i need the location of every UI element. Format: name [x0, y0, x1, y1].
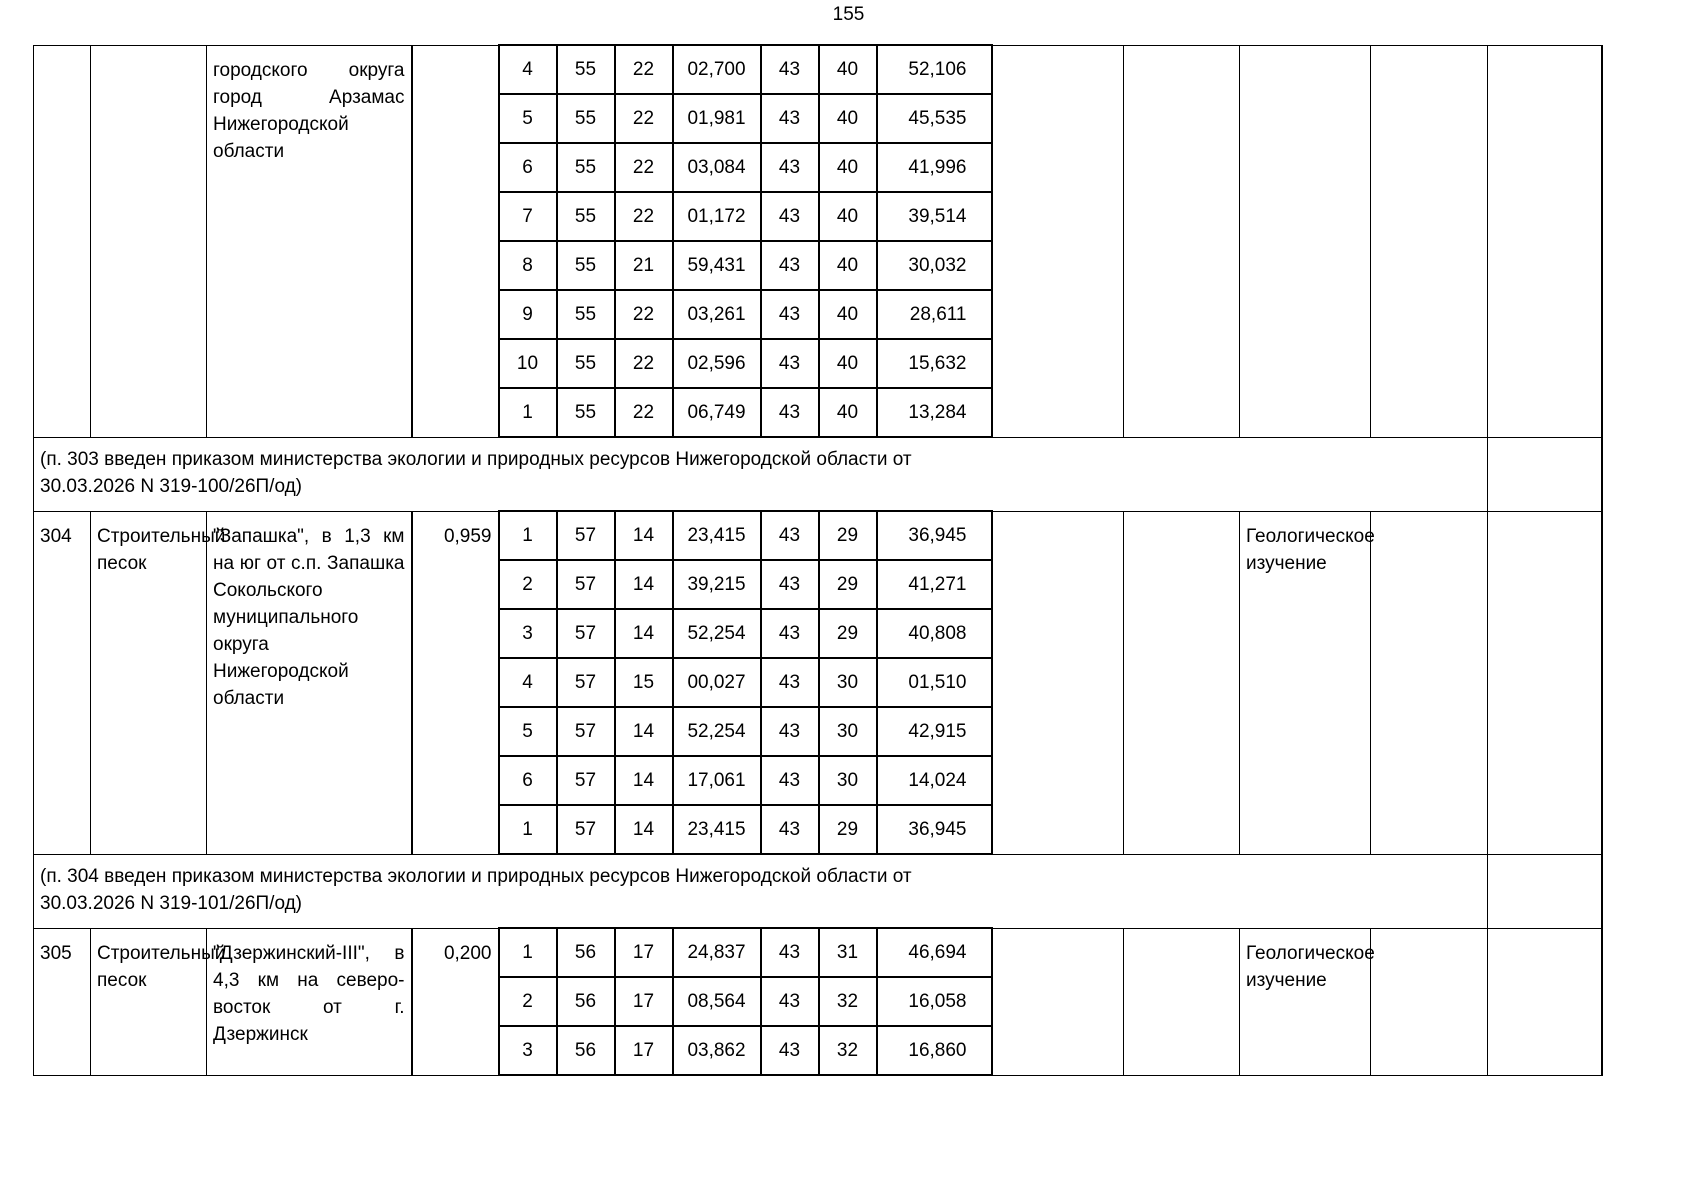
coordinate-value: 29 — [819, 609, 877, 658]
coordinate-value: 43 — [761, 143, 819, 192]
amendment-note-cell — [34, 437, 1488, 511]
coordinate-value: 17 — [615, 1026, 673, 1075]
coordinate-value: 39,215 — [673, 560, 761, 609]
coordinate-value: 02,596 — [673, 339, 761, 388]
coordinate-value: 10 — [499, 339, 557, 388]
page-number: 155 — [832, 4, 865, 25]
coordinate-value: 22 — [615, 45, 673, 94]
coordinate-value: 57 — [557, 707, 615, 756]
coordinate-value: 17 — [615, 977, 673, 1026]
empty-cell — [1488, 854, 1602, 928]
coordinate-value: 52,254 — [673, 707, 761, 756]
coordinate-value: 01,510 — [877, 658, 992, 707]
entry-number — [34, 45, 91, 437]
empty-cell — [1488, 45, 1602, 437]
coordinate-value: 57 — [557, 658, 615, 707]
coordinate-value: 14 — [615, 609, 673, 658]
coordinate-value: 06,749 — [673, 388, 761, 437]
coordinate-value: 57 — [557, 560, 615, 609]
coordinate-value: 14 — [615, 511, 673, 560]
coordinate-value: 43 — [761, 339, 819, 388]
empty-cell — [1488, 928, 1602, 1075]
entry-number: 304 — [34, 511, 91, 854]
coordinate-value: 30 — [819, 707, 877, 756]
coordinate-value: 40 — [819, 192, 877, 241]
coordinate-value: 1 — [499, 805, 557, 854]
coordinate-value: 36,945 — [877, 511, 992, 560]
coordinate-value: 40 — [819, 339, 877, 388]
coordinate-value: 2 — [499, 560, 557, 609]
coordinate-value: 01,981 — [673, 94, 761, 143]
coordinate-value: 17,061 — [673, 756, 761, 805]
coordinate-value: 23,415 — [673, 511, 761, 560]
coordinate-value: 56 — [557, 1026, 615, 1075]
coordinate-value: 36,945 — [877, 805, 992, 854]
coordinate-value: 21 — [615, 241, 673, 290]
coordinate-value: 43 — [761, 241, 819, 290]
coordinate-value: 03,261 — [673, 290, 761, 339]
table-row — [34, 511, 1602, 560]
amendment-note: (п. 303 введен приказом министерства экологии и природных ресурсов Нижегородской области от 30.03.2026 N 319-100/26П/од) — [40, 449, 912, 497]
coordinate-value: 03,862 — [673, 1026, 761, 1075]
coordinate-value: 39,514 — [877, 192, 992, 241]
empty-cell — [1371, 511, 1488, 854]
coordinate-value: 43 — [761, 609, 819, 658]
coordinate-value: 43 — [761, 707, 819, 756]
empty-cell — [992, 511, 1124, 854]
empty-cell — [992, 928, 1124, 1075]
coordinate-value: 22 — [615, 339, 673, 388]
coordinate-value: 16,058 — [877, 977, 992, 1026]
coordinate-value: 52,254 — [673, 609, 761, 658]
coordinate-value: 40 — [819, 241, 877, 290]
coordinate-value: 55 — [557, 45, 615, 94]
mineral-type: Строительный песок — [91, 928, 207, 1075]
coordinate-value: 43 — [761, 756, 819, 805]
mineral-type: Строительный песок — [91, 511, 207, 854]
coordinate-value: 08,564 — [673, 977, 761, 1026]
coordinate-value: 43 — [761, 1026, 819, 1075]
coordinate-value: 4 — [499, 45, 557, 94]
coordinate-value: 13,284 — [877, 388, 992, 437]
coordinate-value: 14,024 — [877, 756, 992, 805]
coordinate-value: 55 — [557, 143, 615, 192]
coordinate-value: 5 — [499, 707, 557, 756]
license-purpose — [1240, 45, 1371, 437]
coordinate-value: 29 — [819, 560, 877, 609]
empty-cell — [1371, 45, 1488, 437]
coordinate-value: 42,915 — [877, 707, 992, 756]
coordinate-value: 40 — [819, 45, 877, 94]
coordinate-value: 40 — [819, 388, 877, 437]
coordinate-value: 43 — [761, 560, 819, 609]
coordinate-value: 24,837 — [673, 928, 761, 977]
coordinate-value: 55 — [557, 94, 615, 143]
coordinate-value: 1 — [499, 928, 557, 977]
coordinate-value: 23,415 — [673, 805, 761, 854]
coordinate-value: 15,632 — [877, 339, 992, 388]
table-row — [34, 928, 1602, 977]
coordinate-value: 30 — [819, 658, 877, 707]
coordinate-value: 2 — [499, 977, 557, 1026]
empty-cell — [1488, 437, 1602, 511]
empty-cell — [1124, 928, 1240, 1075]
registry-table — [33, 44, 1603, 1076]
coordinate-value: 30 — [819, 756, 877, 805]
coordinate-value: 22 — [615, 290, 673, 339]
coordinate-value: 32 — [819, 977, 877, 1026]
coordinate-value: 55 — [557, 192, 615, 241]
coordinate-value: 55 — [557, 290, 615, 339]
coordinate-value: 29 — [819, 805, 877, 854]
license-purpose: Геологическое изучение — [1240, 511, 1371, 854]
mineral-type — [91, 45, 207, 437]
empty-cell — [1124, 511, 1240, 854]
coordinate-value: 40 — [819, 143, 877, 192]
coordinate-value: 14 — [615, 560, 673, 609]
entry-number: 305 — [34, 928, 91, 1075]
coordinate-value: 3 — [499, 1026, 557, 1075]
coordinate-value: 43 — [761, 94, 819, 143]
coordinate-value: 43 — [761, 658, 819, 707]
empty-cell — [1371, 928, 1488, 1075]
deposit-name: "Запашка", в 1,3 км на юг от с.п. Запашка Сокольского муниципального округа Нижегородской области — [207, 511, 412, 854]
coordinate-value: 22 — [615, 388, 673, 437]
coordinate-value: 57 — [557, 805, 615, 854]
deposit-area — [412, 45, 499, 437]
coordinate-value: 40 — [819, 94, 877, 143]
coordinate-value: 43 — [761, 805, 819, 854]
coordinate-value: 43 — [761, 290, 819, 339]
deposit-area: 0,959 — [412, 511, 499, 854]
coordinate-value: 43 — [761, 928, 819, 977]
coordinate-value: 59,431 — [673, 241, 761, 290]
coordinate-value: 01,172 — [673, 192, 761, 241]
coordinate-value: 3 — [499, 609, 557, 658]
empty-cell — [992, 45, 1124, 437]
coordinate-value: 46,694 — [877, 928, 992, 977]
coordinate-value: 15 — [615, 658, 673, 707]
coordinate-value: 56 — [557, 977, 615, 1026]
coordinate-value: 9 — [499, 290, 557, 339]
coordinate-value: 6 — [499, 143, 557, 192]
coordinate-value: 14 — [615, 756, 673, 805]
coordinate-value: 7 — [499, 192, 557, 241]
empty-cell — [1488, 511, 1602, 854]
coordinate-value: 57 — [557, 756, 615, 805]
coordinate-value: 55 — [557, 388, 615, 437]
coordinate-value: 8 — [499, 241, 557, 290]
coordinate-value: 56 — [557, 928, 615, 977]
coordinate-value: 1 — [499, 511, 557, 560]
deposit-name: "Дзержинский-III", в 4,3 км на северо-восток от г. Дзержинск — [207, 928, 412, 1075]
coordinate-value: 6 — [499, 756, 557, 805]
coordinate-value: 1 — [499, 388, 557, 437]
coordinate-value: 40,808 — [877, 609, 992, 658]
coordinate-value: 22 — [615, 94, 673, 143]
coordinate-value: 17 — [615, 928, 673, 977]
coordinate-value: 28,611 — [877, 290, 992, 339]
coordinate-value: 32 — [819, 1026, 877, 1075]
coordinate-value: 55 — [557, 241, 615, 290]
amendment-note-row — [34, 437, 1602, 511]
coordinate-value: 02,700 — [673, 45, 761, 94]
coordinate-value: 41,271 — [877, 560, 992, 609]
coordinate-value: 14 — [615, 707, 673, 756]
coordinate-value: 16,860 — [877, 1026, 992, 1075]
coordinate-value: 43 — [761, 192, 819, 241]
coordinate-value: 31 — [819, 928, 877, 977]
coordinate-value: 29 — [819, 511, 877, 560]
empty-cell — [1124, 45, 1240, 437]
coordinate-value: 00,027 — [673, 658, 761, 707]
coordinate-value: 4 — [499, 658, 557, 707]
coordinate-value: 43 — [761, 977, 819, 1026]
coordinate-value: 57 — [557, 609, 615, 658]
coordinate-value: 45,535 — [877, 94, 992, 143]
coordinate-value: 52,106 — [877, 45, 992, 94]
coordinate-value: 43 — [761, 511, 819, 560]
coordinate-value: 40 — [819, 290, 877, 339]
coordinate-value: 55 — [557, 339, 615, 388]
table-row — [34, 45, 1602, 94]
amendment-note-row — [34, 854, 1602, 928]
deposit-area: 0,200 — [412, 928, 499, 1075]
coordinate-value: 5 — [499, 94, 557, 143]
coordinate-value: 22 — [615, 192, 673, 241]
coordinate-value: 57 — [557, 511, 615, 560]
license-purpose: Геологическое изучение — [1240, 928, 1371, 1075]
coordinate-value: 22 — [615, 143, 673, 192]
coordinate-value: 43 — [761, 45, 819, 94]
coordinate-value: 14 — [615, 805, 673, 854]
coordinate-value: 03,084 — [673, 143, 761, 192]
amendment-note-cell — [34, 854, 1488, 928]
coordinate-value: 41,996 — [877, 143, 992, 192]
coordinate-value: 30,032 — [877, 241, 992, 290]
coordinate-value: 43 — [761, 388, 819, 437]
deposit-name: городского округа город Арзамас Нижегородской области — [207, 45, 412, 437]
amendment-note: (п. 304 введен приказом министерства экологии и природных ресурсов Нижегородской области от 30.03.2026 N 319-101/26П/од) — [40, 866, 912, 914]
